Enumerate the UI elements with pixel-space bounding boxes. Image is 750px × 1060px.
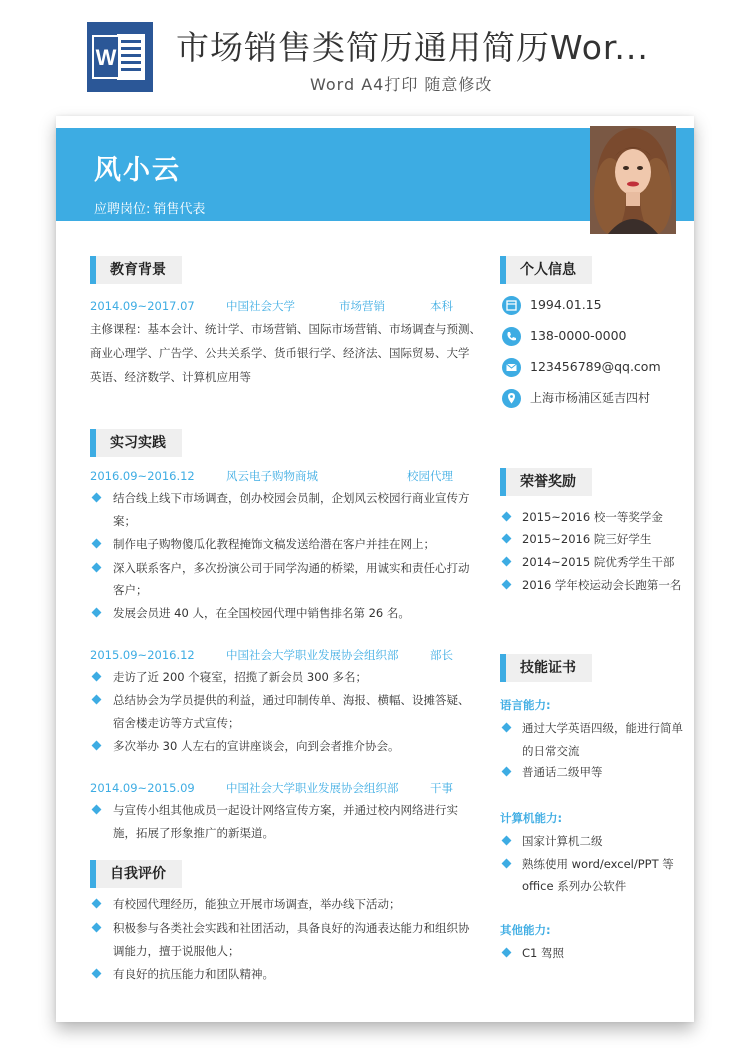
section-title: 荣誉奖励 <box>506 468 592 496</box>
job-detail: 施，拓展了形象推广的新渠道。 <box>113 826 274 840</box>
edu-school: 中国社会大学 <box>226 299 295 313</box>
bullet-diamond <box>92 672 102 682</box>
section-title: 实习实践 <box>96 429 182 457</box>
calendar-icon <box>502 296 521 315</box>
bullet-diamond <box>92 741 102 751</box>
document-subtitle: Word A4打印 随意修改 <box>310 75 493 94</box>
self-eval-line: 有校园代理经历，能独立开展市场调查，举办线下活动； <box>113 897 401 911</box>
job-detail: 结合线上线下市场调查，创办校园会员制，企划风云校园行商业宣传方 <box>113 491 470 505</box>
edu-courses-line: 主修课程：基本会计、统计学、市场营销、国际市场营销、市场调查与预测、 <box>90 322 481 336</box>
job-detail: 宿舍楼走访等方式宣传； <box>113 716 240 730</box>
position-label: 应聘岗位: <box>94 202 151 217</box>
job-date: 2015.09~2016.12 <box>90 648 195 662</box>
bullet-diamond <box>92 539 102 549</box>
profile-photo <box>590 126 676 234</box>
bullet-diamond <box>502 948 512 958</box>
job-date: 2014.09~2015.09 <box>90 781 195 795</box>
position-value: 销售代表 <box>153 202 206 217</box>
candidate-name: 风小云 <box>94 155 181 186</box>
job-detail: 走访了近 200 个寝室，招揽了新会员 300 多名； <box>113 670 368 684</box>
document-header <box>0 0 750 110</box>
phone-value: 138-0000-0000 <box>530 328 627 343</box>
self-eval-line: 调能力，擅于说服他人； <box>113 944 240 958</box>
job-detail: 制作电子购物傻瓜化教程掩饰文稿发送给潜在客户并挂在网上； <box>113 537 435 551</box>
skill-item: 熟练使用 word/excel/PPT 等 <box>522 857 674 871</box>
bullet-diamond <box>92 899 102 909</box>
edu-major: 市场营销 <box>339 299 385 313</box>
job-detail: 客户； <box>113 583 148 597</box>
bullet-diamond <box>92 805 102 815</box>
skill-item: 普通话二级甲等 <box>522 765 603 779</box>
edu-date: 2014.09~2017.07 <box>90 299 195 313</box>
location-icon <box>502 389 521 408</box>
skill-category-label: 其他能力: <box>500 923 551 937</box>
bullet-diamond <box>92 695 102 705</box>
job-org: 风云电子购物商城 <box>226 469 318 483</box>
skill-item: 通过大学英语四级，能进行简单 <box>522 721 683 735</box>
honor-item: 2016 学年校运动会长跑第一名 <box>522 578 682 592</box>
edu-courses-line: 商业心理学、广告学、公共关系学、货币银行学、经济法、国际贸易、大学 <box>90 346 470 360</box>
bullet-diamond <box>502 557 512 567</box>
job-role: 干事 <box>430 781 453 795</box>
bullet-diamond <box>92 608 102 618</box>
skill-item: 国家计算机二级 <box>522 834 603 848</box>
bullet-diamond <box>92 923 102 933</box>
job-org: 中国社会大学职业发展协会组织部 <box>226 648 399 662</box>
svg-text:W: W <box>95 45 117 70</box>
email-value: 123456789@qq.com <box>530 359 661 374</box>
edu-degree: 本科 <box>430 299 453 313</box>
skill-category-label: 语言能力: <box>500 698 551 712</box>
bullet-diamond <box>502 512 512 522</box>
resume-page <box>56 116 694 1022</box>
bullet-diamond <box>502 580 512 590</box>
document-title: 市场销售类简历通用简历Wor... <box>176 28 649 67</box>
job-detail: 深入联系客户，多次扮演公司于同学沟通的桥梁，用诚实和责任心打动 <box>113 561 470 575</box>
bullet-diamond <box>92 969 102 979</box>
job-detail: 多次举办 30 人左右的宣讲座谈会，向到会者推介协会。 <box>113 739 400 753</box>
honor-item: 2015~2016 校一等奖学金 <box>522 510 663 524</box>
section-title: 个人信息 <box>506 256 592 284</box>
honor-item: 2015~2016 院三好学生 <box>522 532 652 546</box>
job-date: 2016.09~2016.12 <box>90 469 195 483</box>
word-doc-icon <box>87 22 153 92</box>
bullet-diamond <box>502 534 512 544</box>
applied-position <box>94 198 205 217</box>
bullet-diamond <box>502 723 512 733</box>
mail-icon <box>502 358 521 377</box>
phone-icon <box>502 327 521 346</box>
self-eval-line: 有良好的抗压能力和团队精神。 <box>113 967 274 981</box>
address-value: 上海市杨浦区延吉四村 <box>530 391 651 405</box>
birthday-value: 1994.01.15 <box>530 297 602 312</box>
section-title: 自我评价 <box>96 860 182 888</box>
bullet-diamond <box>92 563 102 573</box>
skill-item: 的日常交流 <box>522 744 580 758</box>
job-org: 中国社会大学职业发展协会组织部 <box>226 781 399 795</box>
skill-item: C1 驾照 <box>522 946 565 960</box>
job-detail: 总结协会为学员提供的利益，通过印制传单、海报、横幅、设摊答疑、 <box>113 693 470 707</box>
job-detail: 发展会员进 40 人，在全国校园代理中销售排名第 26 名。 <box>113 606 410 620</box>
bullet-diamond <box>502 836 512 846</box>
edu-courses-line: 英语、经济数学、计算机应用等 <box>90 370 251 384</box>
job-role: 部长 <box>430 648 453 662</box>
section-title: 教育背景 <box>96 256 182 284</box>
honor-item: 2014~2015 院优秀学生干部 <box>522 555 675 569</box>
job-role: 校园代理 <box>407 469 453 483</box>
bullet-diamond <box>502 859 512 869</box>
bullet-diamond <box>502 767 512 777</box>
bullet-diamond <box>92 493 102 503</box>
skill-category-label: 计算机能力: <box>500 811 563 825</box>
section-title: 技能证书 <box>506 654 592 682</box>
job-detail: 与宣传小组其他成员一起设计网络宣传方案，并通过校内网络进行实 <box>113 803 458 817</box>
self-eval-line: 积极参与各类社会实践和社团活动，具备良好的沟通表达能力和组织协 <box>113 921 470 935</box>
job-detail: 案； <box>113 514 136 528</box>
skill-item: office 系列办公软件 <box>522 879 627 893</box>
